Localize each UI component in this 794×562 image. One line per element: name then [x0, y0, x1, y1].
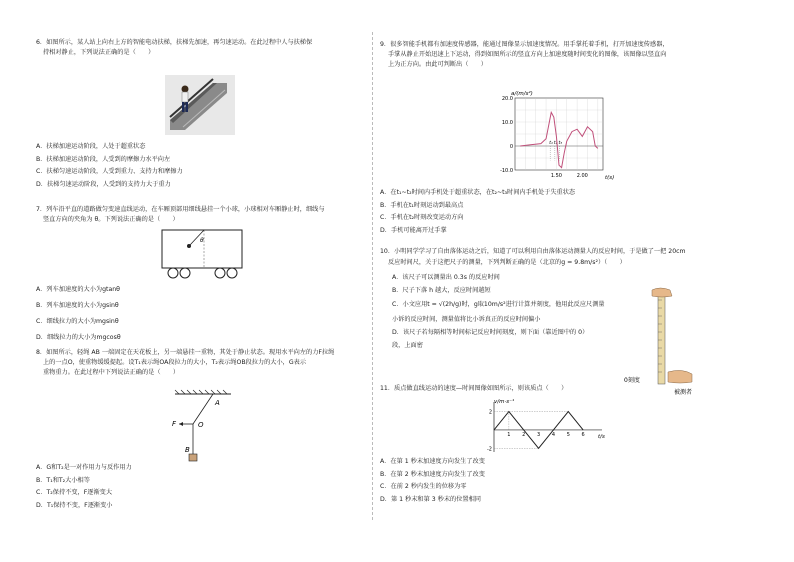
vel-ytick-0: 2 [488, 409, 492, 416]
vel-ylabel: v/m·s⁻¹ [494, 399, 515, 405]
accel-ytick-1: 10.0 [501, 120, 513, 126]
q8-stem-line2: 上的一点O，使重物缓缓提起。设T₁表示绳OA段拉力的大小，T₂表示绳OB段拉力的大小，G表示 [43, 359, 307, 366]
q10-stem-line1: 10．小明同学学习了自由落体运动之后，知道了可以利用自由落体运动测量人的反应时间，于是做了一把 20cm [380, 248, 686, 255]
accel-marker-label-2: t₃ [558, 141, 563, 146]
q6-stem-line2: 持相对静止，下列说法正确的是（ ） [43, 49, 155, 56]
q8-option-d: D．T₁保持不变，F逐渐变小 [36, 501, 113, 509]
accel-ytick-2: 0 [509, 144, 513, 150]
vel-xtick-4: 5 [566, 431, 570, 438]
label-b: B [185, 446, 190, 454]
q10-stem [380, 246, 760, 268]
q10-stem-line2: 反应时间尺，关于这把尺子的测量，下列判断正确的是（北京的g = 9.8m/s²）（ ） [388, 259, 626, 266]
q8-stem-line3: 重物重力。在此过程中下列说法正确的是（ ） [43, 369, 180, 376]
train-figure [160, 228, 245, 280]
q11-stem-text: 11．质点做直线运动的速度—时间图像如图所示，则该质点（ ） [380, 385, 568, 392]
q9-stem [380, 40, 760, 70]
q10-option-d-cont: 段，上面密 [392, 342, 423, 349]
q9-stem-line2: 手掌从静止开始迅速上下运动，得到如图所示的竖直方向上加速度随时间变化的图像，该图像以竖直向 [388, 51, 667, 58]
q8-option-b: B．T₁和T₂大小相等 [36, 476, 90, 484]
q11-option-c: C．在前 2 秒内发生的位移为零 [380, 483, 467, 490]
q6-stem-line1: 6．如图所示，某人站上向右上方的智能电动扶梯，扶梯先加速，再匀速运动。在此过程中人与扶梯保 [36, 39, 313, 46]
accel-ylabel: a/(m/s²) [511, 91, 533, 97]
q10-options [392, 271, 642, 352]
ruler-figure [622, 286, 702, 398]
accel-series-line [520, 112, 598, 167]
accel-xtick-0: 1.50 [550, 173, 562, 179]
accel-ytick-3: -10.0 [500, 168, 513, 174]
q7-stem-line1: 7．列车沿平直的道路做匀变速直线运动，在车厢顶部用细线悬挂一个小球，小球相对车厢静止时，细线与 [36, 206, 325, 213]
vel-xtick-5: 6 [581, 431, 585, 438]
velocity-chart [480, 396, 610, 456]
q6-option-d: D．扶梯匀速运动阶段，人受到的支持力大于重力 [36, 180, 171, 188]
q11-stem [380, 384, 760, 394]
q11-option-a: A．在第 1 秒末加速度方向发生了改变 [380, 458, 485, 465]
q9-option-b: B．手机在t₁时刻运动到最高点 [380, 201, 464, 209]
acceleration-chart-svg [493, 88, 613, 184]
label-a: A [215, 399, 220, 407]
q8-stem [36, 348, 366, 378]
q10-option-d: D．该尺子若每隔相等时间标记反应时间刻度，则下面（靠近图中的 0） [392, 329, 589, 336]
accel-marker-label-1: t₂ [553, 141, 558, 146]
acceleration-chart [493, 88, 613, 184]
q10-option-b: B．尺子下落 h 越大，反应时间越短 [392, 287, 491, 294]
velocity-chart-svg [480, 396, 610, 456]
escalator-figure [165, 75, 235, 135]
accel-marker-label-0: t₁ [549, 141, 553, 146]
vel-xtick-3: 4 [551, 431, 556, 438]
q11-options [380, 456, 760, 506]
accel-xlabel: t(s) [605, 175, 615, 181]
label-o: O [198, 421, 204, 429]
q7-stem-line2: 竖直方向的夹角为 θ。下列说法正确的是（ ） [43, 216, 179, 223]
q7-stem [36, 205, 366, 225]
q7-option-b: B．列车加速度的大小为gsinθ [36, 302, 119, 309]
q7-options [36, 282, 366, 346]
q11-option-b: B．在第 2 秒末加速度方向发生了改变 [380, 470, 485, 478]
left-column [36, 38, 366, 58]
q11-option-d: D．第 1 秒末和第 3 秒末的位置相同 [380, 495, 481, 503]
q8-option-a: A．G和T₂是一对作用力与反作用力 [36, 464, 132, 471]
q6-option-b: B．扶梯加速运动阶段，人受到的摩擦力水平向左 [36, 155, 171, 163]
q7-option-c: C．细线拉力的大小为mgsinθ [36, 318, 119, 325]
q8-stem-line1: 8．如图所示，轻绳 AB 一端固定在天花板上，另一端悬挂一重物，其处于静止状态。现用水平向左的力F拉绳 [36, 349, 335, 356]
accel-xtick-1: 2.00 [576, 173, 588, 179]
zero-mark-label: 0刻度 [624, 377, 640, 384]
q9-options [380, 187, 760, 237]
q8-options [36, 462, 366, 512]
accel-ytick-0: 20.0 [501, 96, 513, 102]
q9-option-c: C．手机在t₂时刻改变运动方向 [380, 214, 464, 221]
vel-xtick-2: 3 [536, 431, 541, 438]
q9-option-a: A．在t₁~t₂时间内手机处于超重状态，在t₂~t₃时间内手机处于失重状态 [380, 189, 576, 196]
q8-option-c: C．T₂保持不变，F逐渐变大 [36, 489, 113, 496]
q6-option-a: A．扶梯加速运动阶段，人处于超重状态 [36, 143, 146, 150]
vel-xtick-0: 1 [507, 431, 511, 438]
q7-option-d: D．细线拉力的大小为mgcosθ [36, 334, 121, 341]
label-f: F [172, 420, 177, 428]
theta-label: θ [200, 237, 204, 244]
vel-xlabel: t/s [598, 434, 605, 440]
q6-option-c: C．扶梯匀速运动阶段，人受到重力、支持力和摩擦力 [36, 168, 183, 175]
q10-option-a: A．该尺子可以测量出 0.3s 的反应时间 [392, 274, 500, 281]
q6-options [36, 141, 366, 191]
q10-option-c-cont: 小诉的反应时间，测量值将比小诉真正的反应时间偏小 [392, 316, 541, 323]
vel-xtick-1: 2 [522, 431, 526, 438]
q7-option-a: A．列车加速度的大小为gtanθ [36, 286, 120, 293]
column-divider [372, 32, 373, 520]
subject-label: 被测者 [674, 389, 693, 396]
q9-option-d: D．手机可能离开过手掌 [380, 226, 447, 234]
q10-option-c: C．小文应用t = √(2h/g)时，g取10m/s²进行计算并刻度，他用此反应尺测量 [392, 301, 605, 308]
rope-figure [165, 388, 235, 466]
vel-ytick-1: -2 [487, 446, 492, 453]
q9-stem-line3: 上为正方向。由此可判断出（ ） [388, 61, 487, 68]
q9-stem-line1: 9．很多智能手机都有加速度传感器，能通过图像显示加速度情况。用手掌托着手机，打开加速度传感器， [380, 41, 669, 48]
